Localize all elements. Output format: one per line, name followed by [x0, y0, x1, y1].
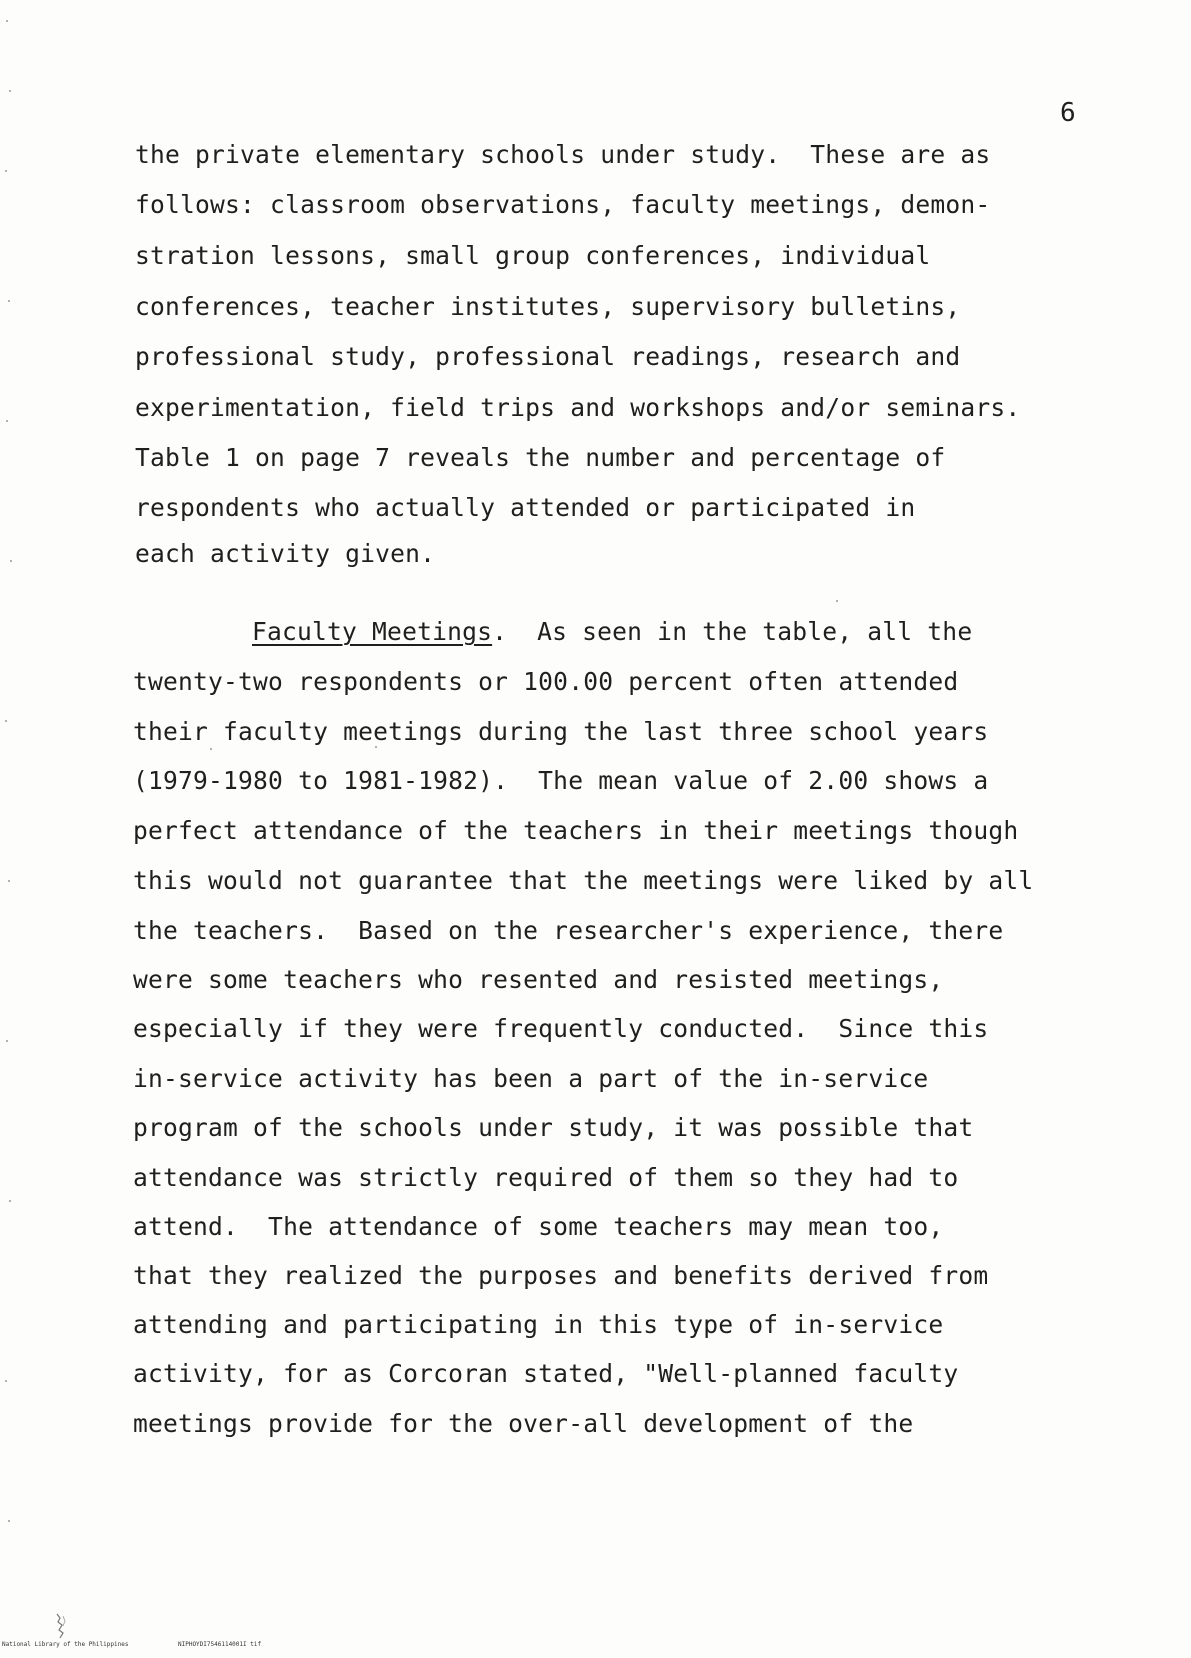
p2-line-10: in-service activity has been a part of the in-service — [133, 1064, 929, 1093]
p2-line-7: the teachers. Based on the researcher's experience, there — [133, 916, 1004, 945]
p1-line-6: experimentation, field trips and workshops and/or seminars. — [135, 393, 1021, 422]
p2-line-15: attending and participating in this type of in-service — [133, 1310, 944, 1339]
p1-line-9: each activity given. — [135, 539, 436, 568]
p2-line-6: this would not guarantee that the meetings were liked by all — [133, 866, 1034, 895]
p1-line-5: professional study, professional readings, research and — [135, 342, 961, 371]
p2-line-8: were some teachers who resented and resisted meetings, — [133, 965, 944, 994]
p1-line-3: stration lessons, small group conferences, individual — [135, 241, 931, 270]
p2-line-13: attend. The attendance of some teachers may mean too, — [133, 1212, 944, 1241]
p2-line-14: that they realized the purposes and benefits derived from — [133, 1261, 989, 1290]
scan-speck — [6, 20, 8, 22]
scan-speck — [5, 720, 7, 722]
scan-speck — [5, 1380, 7, 1382]
p2-line-5: perfect attendance of the teachers in their meetings though — [133, 816, 1019, 845]
p2-line-17: meetings provide for the over-all development of the — [133, 1409, 914, 1438]
scan-speck — [5, 170, 7, 172]
scan-speck — [8, 1520, 10, 1522]
scan-speck — [8, 300, 10, 302]
scan-speck — [9, 90, 11, 92]
scan-speck — [6, 1040, 8, 1042]
p1-line-7: Table 1 on page 7 reveals the number and percentage of — [135, 443, 946, 472]
scan-speck — [8, 880, 10, 882]
p2-first-line-text: . As seen in the table, all the — [492, 617, 973, 646]
footer-library: National Library of the Philippines — [2, 1641, 129, 1648]
p2-line-4: (1979-1980 to 1981-1982). The mean value of 2.00 shows a — [133, 766, 989, 795]
scan-speck — [210, 748, 212, 750]
footer-code: NIPHOYDI7546114001I tif — [178, 1641, 262, 1648]
page-number: 6 — [1060, 98, 1076, 128]
scan-speck — [6, 420, 8, 422]
scan-speck — [836, 600, 838, 602]
p2-line-11: program of the schools under study, it was possible that — [133, 1113, 974, 1142]
scan-speck — [375, 746, 377, 748]
p2-line-16: activity, for as Corcoran stated, "Well-planned faculty — [133, 1359, 959, 1388]
scan-speck — [10, 560, 12, 562]
p2-line-12: attendance was strictly required of them so they had to — [133, 1163, 959, 1192]
p1-line-2: follows: classroom observations, faculty meetings, demon- — [135, 190, 991, 219]
p1-line-1: the private elementary schools under study. These are as — [135, 140, 991, 169]
p2-line-3: their faculty meetings during the last three school years — [133, 717, 989, 746]
p1-line-8: respondents who actually attended or participated in — [135, 493, 916, 522]
p2-line-9: especially if they were frequently conducted. Since this — [133, 1014, 989, 1043]
p2-first-line — [252, 617, 972, 647]
p2-line-2: twenty-two respondents or 100.00 percent often attended — [133, 667, 959, 696]
scan-mark-icon — [54, 1612, 68, 1640]
scan-speck — [9, 1200, 11, 1202]
p1-line-4: conferences, teacher institutes, supervisory bulletins, — [135, 292, 961, 321]
section-heading: Faculty Meetings — [252, 617, 493, 646]
